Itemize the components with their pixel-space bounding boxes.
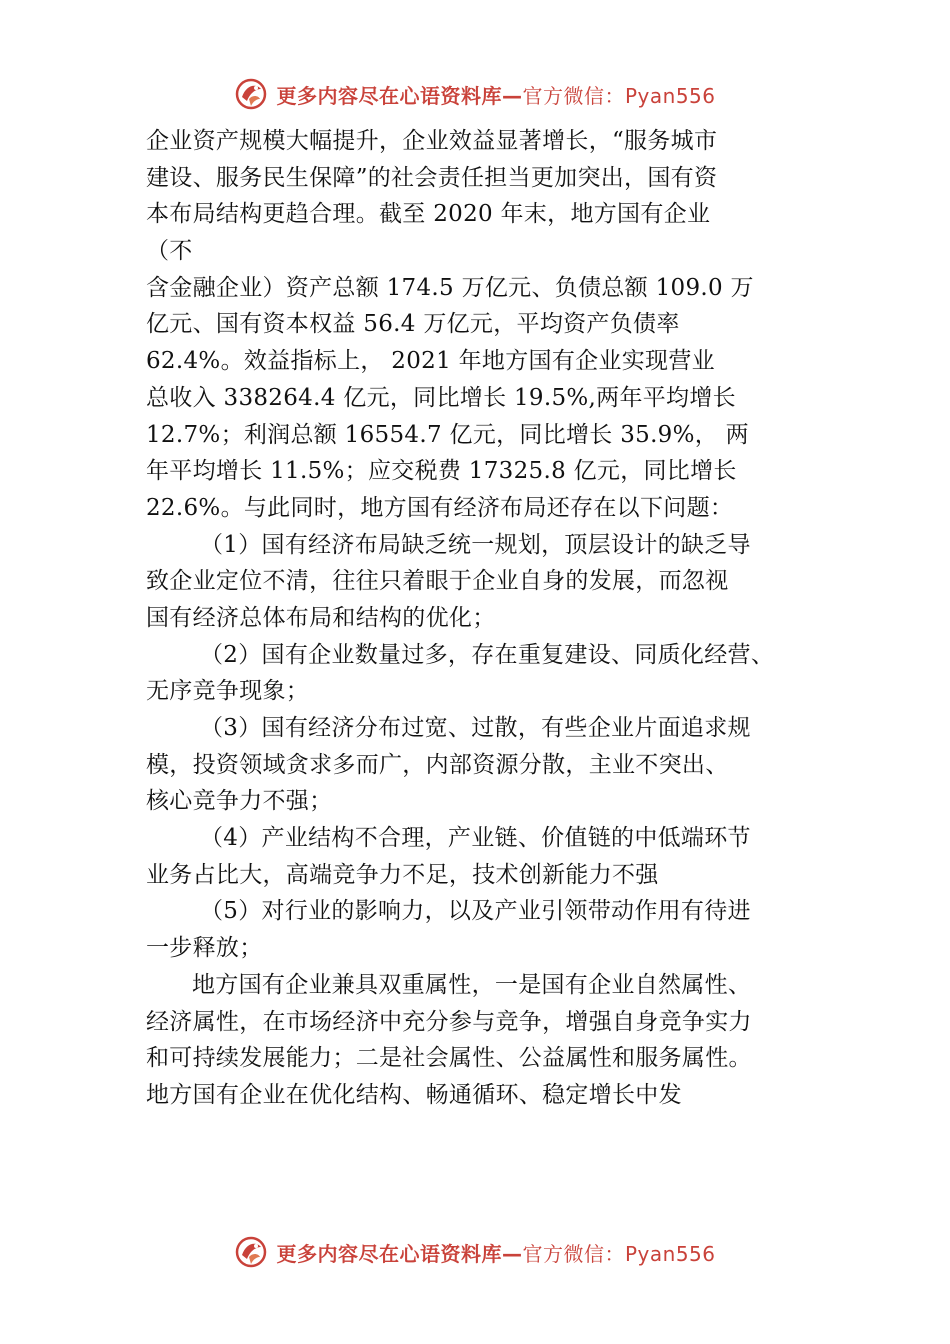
list-item-5-line: （5）对行业的影响力，以及产业引领带动作用有待进 [200,898,751,925]
paragraph-start-line: 地方国有企业兼具双重属性，一是国有企业自然属性、 [192,971,752,998]
body-line: 总收入 338264.4 亿元，同比增长 19.5%,两年平均增长 [146,384,736,411]
list-item-1-line: （1）国有经济布局缺乏统一规划，顶层设计的缺乏导 [200,531,751,558]
list-item-2-line: （2）国有企业数量过多，存在重复建设、同质化经营、 [200,641,775,668]
body-line: 建设、服务民生保障”的社会责任担当更加突出，国有资 [146,164,718,191]
stylized-red-flower-logo-icon [234,1235,268,1269]
body-line: 地方国有企业在优化结构、畅通循环、稳定增长中发 [146,1081,682,1108]
body-line: 亿元、国有资本权益 56.4 万亿元，平均资产负债率 [146,311,680,338]
body-line: 无序竞争现象； [146,678,310,705]
body-line: 经济属性，在市场经济中充分参与竞争，增强自身竞争实力 [146,1008,752,1035]
body-line: （不 [146,238,193,265]
watermark-text [276,80,715,109]
list-item-4-line: （4）产业结构不合理，产业链、价值链的中低端环节 [200,825,751,852]
watermark-wechat-id: Pyan556 [624,83,716,108]
body-line: 一步释放； [146,935,263,962]
watermark-dash: — [501,83,523,108]
watermark-main-text: 更多内容尽在心语资料库 [276,83,502,108]
body-line: 62.4%。效益指标上， 2021 年地方国有企业实现营业 [146,348,715,375]
stylized-red-flower-logo-icon [234,77,268,111]
watermark-text [276,1238,715,1267]
header-watermark-banner [0,74,950,114]
watermark-wechat-label: 官方微信： [522,1241,625,1266]
body-line: 国有经济总体布局和结构的优化； [146,604,496,631]
body-line: 本布局结构更趋合理。截至 2020 年末，地方国有企业 [146,201,711,228]
body-line: 含金融企业）资产总额 174.5 万亿元、负债总额 109.0 万 [146,274,754,301]
body-line: 年平均增长 11.5%；应交税费 17325.8 亿元，同比增长 [146,458,737,485]
body-line: 核心竞争力不强； [146,788,333,815]
body-line: 和可持续发展能力；二是社会属性、公益属性和服务属性。 [146,1045,752,1072]
body-line: 模，投资领域贪求多而广，内部资源分散，主业不突出、 [146,751,729,778]
body-line: 22.6%。与此同时，地方国有经济布局还存在以下问题： [146,494,734,521]
body-line: 12.7%；利润总额 16554.7 亿元，同比增长 35.9%， 两 [146,421,749,448]
body-line: 企业资产规模大幅提升，企业效益显著增长，“服务城市 [146,128,718,154]
body-line: 业务占比大，高端竞争力不足，技术创新能力不强 [146,861,659,888]
watermark-dash: — [501,1241,523,1266]
footer-watermark-banner [0,1232,950,1272]
watermark-wechat-id: Pyan556 [624,1241,716,1266]
body-line: 致企业定位不清，往往只着眼于企业自身的发展，而忽视 [146,568,729,595]
document-body [146,123,811,1114]
watermark-main-text: 更多内容尽在心语资料库 [276,1241,502,1266]
list-item-3-line: （3）国有经济分布过宽、过散，有些企业片面追求规 [200,715,751,741]
watermark-wechat-label: 官方微信： [522,83,625,108]
